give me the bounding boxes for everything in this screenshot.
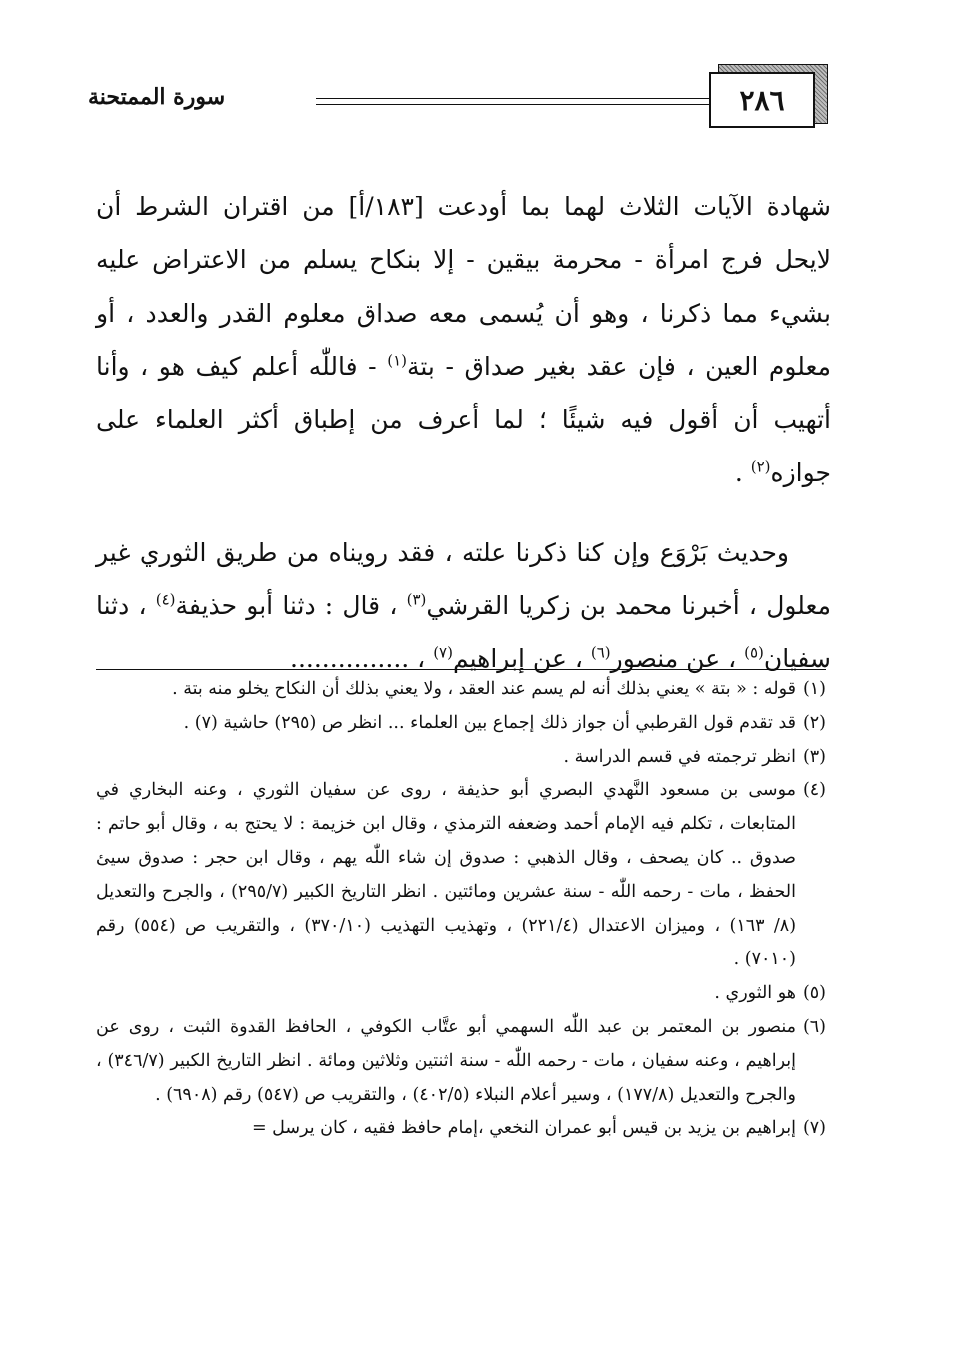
paragraph-text: ، (409, 644, 434, 674)
footnote-text: إبراهيم بن يزيد بن قيس أبو عمران النخعي ،إمام حافظ فقيه ، كان يرسل = (251, 1118, 796, 1139)
footnote-number: (٥) (802, 983, 826, 1004)
paragraph-text: . (734, 458, 751, 488)
footnote-number: (٢) (802, 712, 826, 733)
footnote-ref[interactable]: (٤) (155, 590, 176, 609)
footnote-ref[interactable]: (٣) (406, 590, 427, 609)
paragraph-1 (96, 180, 831, 500)
footnote-ref[interactable]: (٢) (750, 458, 771, 477)
footnote-number: (٧) (802, 1118, 826, 1139)
paragraph-text: ، دثنا سفيان (96, 591, 831, 674)
footnote (96, 741, 826, 775)
footnotes (96, 673, 826, 1146)
footnote (96, 977, 826, 1011)
footnote-ref[interactable]: (١) (387, 351, 407, 370)
footnote-ref[interactable]: (٥) (744, 644, 764, 663)
footnote-text: منصور بن المعتمر بن عبد اللّٰه السهمي أبو عتَّاب الكوفي ، الحافظ القدوة الثبت ، روى عن إبراهيم ، وعنه سفيان ، مات - رحمه اللّٰه - سنة اثنتين وثلاثين ومائة . انظر التاريخ الكبير (٣٤٦/٧) ، والجرح والتعديل (١٧٧/٨) ، وسير أعلام النبلاء (٤٠٢/٥) ، والتقريب ص (٥٤٧) رقم (٦٩٠٨) . (96, 1016, 796, 1105)
footnote (96, 774, 826, 977)
header-rule (316, 104, 709, 105)
paragraph-text: ، قال : دثنا أبو حذيفة (175, 591, 407, 621)
footnote-number: (١) (802, 679, 826, 699)
paragraph-text: شهادة الآيات الثلاث لهما بما أودعت [١٨٣/أ] من اقتران الشرط أن لايحل فرج امرأة - محرمة بيقين - إلا بنكاح يسلم من الاعتراض عليه بشيء مما ذكرنا ، وهو أن يُسمى معه صداق معلوم القدر والعدد ، أو معلوم العين ، فإن عقد بغير صداق - بتة (96, 192, 831, 381)
footnote (96, 1011, 826, 1112)
main-text (96, 180, 831, 686)
page-number-box (709, 72, 815, 128)
footnote-text: قد تقدم قول القرطبي أن جواز ذلك إجماع بين العلماء ... انظر ص (٢٩٥) حاشية (٧) . (183, 712, 796, 733)
paragraph-text: وحديث بَرْوَع وإن كنا ذكرنا علته ، فقد رويناه من طريق الثوري غير معلول ، أخبرنا محمد بن زكريا القرشي (96, 537, 832, 621)
footnote-text: انظر ترجمته في قسم الدراسة . (563, 746, 796, 767)
footnote-number: (٣) (802, 746, 826, 767)
footnote-number: (٦) (802, 1016, 826, 1037)
footnote (96, 1112, 826, 1146)
footnote-text: هو الثوري . (714, 983, 796, 1004)
footnote-text: قوله : « بتة » يعني بذلك أنه لم يسم عند العقد ، ولا يعني بذلك أن النكاح يخلو منه بتة . (172, 679, 796, 699)
paragraph-text: - فاللّٰه أعلم كيف هو ، وأنا أتهيب أن أقول فيه شيئًا ؛ لما أعرف من إطباق أكثر العلماء على جوازه (96, 351, 831, 488)
footnote-number: (٤) (802, 780, 826, 801)
footnote-ref[interactable]: (٦) (590, 644, 611, 663)
footnote (96, 673, 826, 707)
footnote-text: موسى بن مسعود النَّهدي البصري أبو حذيفة ، روى عن سفيان الثوري ، وعنه البخاري في المتابعات ، تكلم فيه الإمام أحمد وضعفه الترمذي ، وقال ابن خزيمة : لا يحتج به ، وقال أبو حاتم : صدوق .. كان يصحف ، وقال الذهبي : صدوق إن شاء اللّٰه يهم ، وقال ابن حجر : صدوق سيئ الحفظ ، مات - رحمه اللّٰه - سنة عشرين ومائتين . انظر التاريخ الكبير (٢٩٥/٧) ، والجرح والتعديل (٨/ ١٦٣) ، وميزان الاعتدال (٢٢١/٤) ، وتهذيب التهذيب (٣٧٠/١٠) ، والتقريب ص (٥٥٤) رقم (٧٠١٠) . (96, 780, 797, 970)
footnote-ref[interactable]: (٧) (433, 644, 453, 663)
sura-title: سورة الممتحنة (88, 84, 226, 110)
paragraph-text: ، عن منصور (610, 644, 745, 674)
page-number: ٢٨٦ (739, 83, 785, 117)
continuation-dots: ............... (290, 644, 410, 674)
header-rule (316, 98, 709, 99)
footnote-separator (96, 669, 826, 670)
footnote (96, 707, 826, 741)
paragraph-2 (96, 526, 831, 686)
paragraph-text: ، عن إبراهيم (452, 644, 591, 674)
